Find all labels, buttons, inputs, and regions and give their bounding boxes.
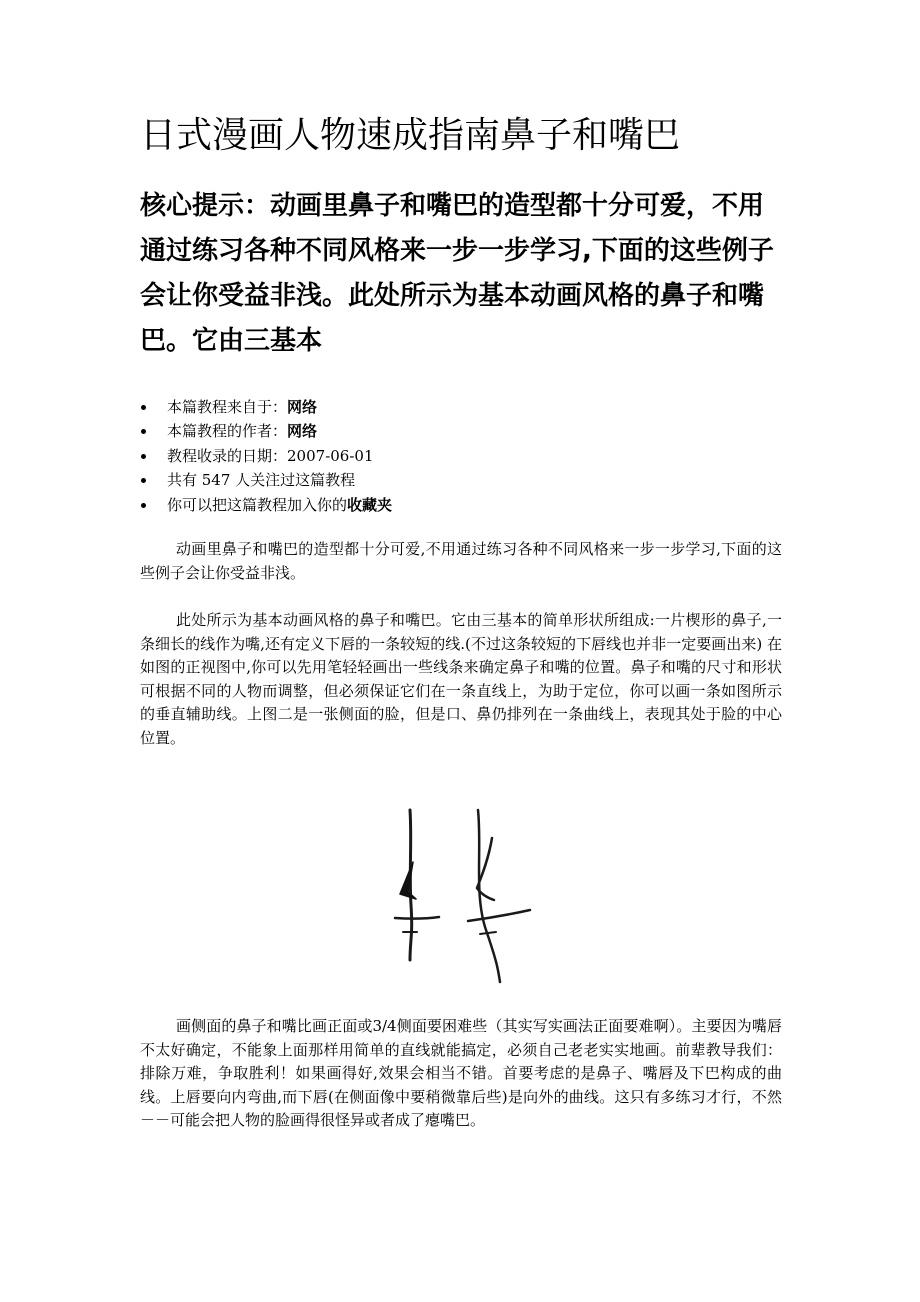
nose-mouth-sketch-drawing bbox=[370, 800, 550, 990]
front-mouth-line bbox=[395, 917, 439, 919]
nose-mouth-sketch bbox=[370, 800, 550, 990]
add-to-favorites-link[interactable]: 收藏夹 bbox=[347, 495, 393, 514]
paragraph-basic-style: 此处所示为基本动画风格的鼻子和嘴巴。它由三基本的简单形状所组成:一片楔形的鼻子,一条细长的线作为嘴,还有定义下唇的一条较短的线.(不过这条较短的下唇线也并非一定要画出来) 在如图的正视图中,你可以先用笔轻轻画出一些线条来确定鼻子和嘴的位置。鼻子和嘴的尺寸和形状可根据不同的人物而调整，但必须保证它们在一条直线上，为助于定位，你可以画一条如图所示的垂直辅助线。上图二是一张侧面的脸，但是口、鼻仍排列在一条曲线上，表现其处于脸的中心位置。 bbox=[140, 611, 782, 747]
front-guide-line bbox=[410, 810, 412, 960]
page-title: 日式漫画人物速成指南鼻子和嘴巴 bbox=[140, 115, 681, 156]
meta-author-value[interactable]: 网络 bbox=[287, 422, 318, 441]
meta-views bbox=[140, 468, 760, 492]
side-mouth-line bbox=[468, 910, 530, 921]
front-nose-wedge bbox=[400, 862, 416, 899]
meta-date-value: 2007-06-01 bbox=[287, 446, 374, 465]
core-tip: 核心提示：动画里鼻子和嘴巴的造型都十分可爱，不用通过练习各种不同风格来一步一步学习,下面的这些例子会让你受益非浅。此处所示为基本动画风格的鼻子和嘴巴。它由三基本 bbox=[140, 191, 774, 356]
side-lower-lip bbox=[480, 932, 496, 934]
meta-author bbox=[140, 419, 760, 443]
meta-favorites bbox=[140, 493, 760, 517]
meta-date bbox=[140, 444, 760, 468]
side-guide-line bbox=[478, 810, 500, 982]
meta-source-value[interactable]: 网络 bbox=[287, 398, 318, 416]
meta-author-label: 本篇教程的作者： bbox=[167, 422, 288, 441]
meta-favorites-label: 你可以把这篇教程加入你的 bbox=[167, 495, 348, 514]
meta-views-text: 共有 547 人关注过这篇教程 bbox=[167, 471, 356, 490]
paragraph-intro: 动画里鼻子和嘴巴的造型都十分可爱,不用通过练习各种不同风格来一步一步学习,下面的这些例子会让你受益非浅。 bbox=[140, 540, 782, 582]
tutorial-meta-list bbox=[140, 395, 760, 517]
meta-date-label: 教程收录的日期： bbox=[167, 446, 288, 465]
meta-source-label: 本篇教程来自于： bbox=[167, 398, 288, 416]
paragraph-side-view: 画侧面的鼻子和嘴比画正面或3/4侧面要困难些（其实写实画法正面要难啊）。主要因为嘴唇不太好确定，不能象上面那样用简单的直线就能搞定，必须自己老老实实地画。前辈教导我们：排除万难，争取胜利！如果画得好,效果会相当不错。首要考虑的是鼻子、嘴唇及下巴构成的曲线。上唇要向内弯曲,而下唇(在侧面像中要稍微靠后些)是向外的曲线。这只有多练习才行，不然－－可能会把人物的脸画得很怪异或者成了瘪嘴巴。 bbox=[140, 1017, 782, 1130]
meta-source bbox=[140, 395, 760, 419]
